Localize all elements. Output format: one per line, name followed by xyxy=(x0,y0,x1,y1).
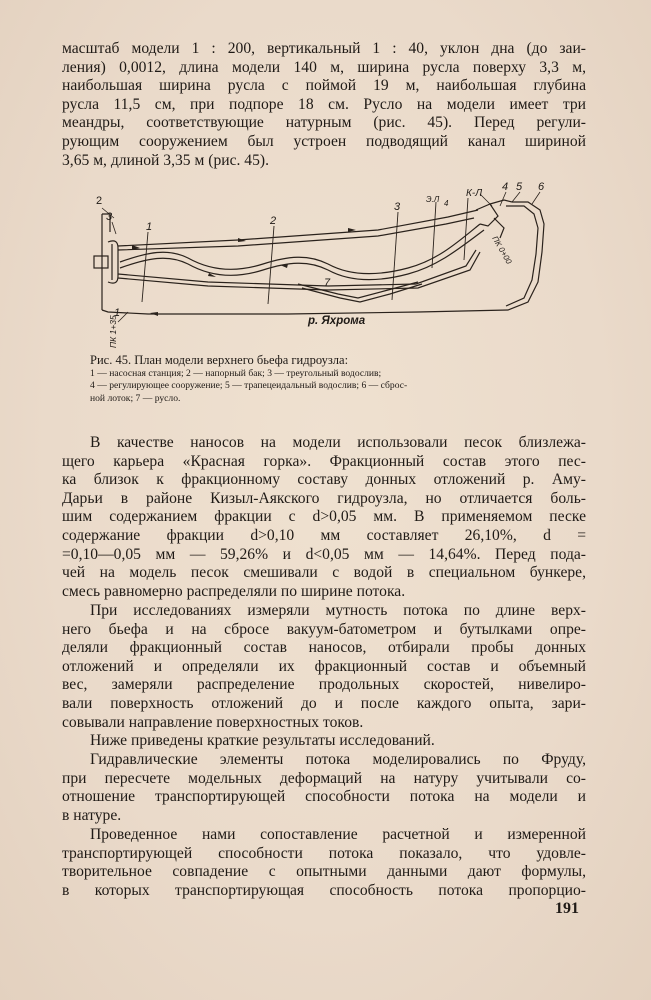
text-line: ления) 0,0012, длина модели 140 м, ширина русла поверху 3,3 м, xyxy=(62,58,586,76)
text-line: щего карьера «Красная горка». Фракционный состав этого пес- xyxy=(62,452,586,470)
label-2-mid: 2 xyxy=(270,215,277,227)
text-line: Гидравлические элементы потока моделировались по Фруду, xyxy=(90,751,586,768)
text-line: совывали направление поверхностных токов. xyxy=(62,713,364,731)
model-plan-drawing xyxy=(88,172,558,350)
regulating-structure xyxy=(476,204,498,226)
text-line: В качестве наносов на модели использовали песок близлежа- xyxy=(90,434,586,451)
text-line: наибольшая ширина русла с поймой 19 м, наибольшая глубина xyxy=(62,77,586,95)
page-number: 191 xyxy=(555,900,579,917)
label-3-left: 3 xyxy=(106,211,113,223)
text-line: отношение транспортирующей способности потока на модели и xyxy=(62,788,586,806)
label-7: 7 xyxy=(324,277,331,289)
label-6: 6 xyxy=(538,181,545,193)
text-line: содержание фракции d>0,10 мм составляет 26,10%, d = xyxy=(62,526,586,544)
label-4-small: 4 xyxy=(444,199,449,208)
caption-line: 4 — регулирующее сооружение; 5 — трапецеидальный водослив; 6 — сброс- xyxy=(90,380,408,391)
text-line: вес, замеряли распределение продольных скоростей, нивелиро- xyxy=(62,676,586,694)
meander-channel xyxy=(120,224,480,274)
river-label: р. Яхрома xyxy=(308,315,366,327)
text-line: вали поверхность отложений до и после каждого опыта, зари- xyxy=(62,694,586,712)
label-pk-right: ПК 0+00 xyxy=(490,234,514,266)
label-4: 4 xyxy=(502,181,509,193)
text-line: При исследованиях измеряли мутность потока по длине верх- xyxy=(90,602,586,619)
paragraph-2 xyxy=(62,434,586,601)
paragraph-3 xyxy=(62,602,586,732)
caption-line: ной лоток; 7 — русло. xyxy=(90,392,181,404)
text-line: при пересчете модельных деформаций на натуру учитывали со- xyxy=(62,769,586,787)
label-kl: К-Л xyxy=(466,188,483,199)
inlet-basin xyxy=(108,241,118,283)
label-1: 1 xyxy=(114,307,121,319)
label-1-section: 1 xyxy=(146,221,153,233)
label-3-mid: 3 xyxy=(394,201,401,213)
text-line: транспортирующей способности потока показало, что удовле- xyxy=(62,844,586,862)
text-line: шим содержанием фракции с d>0,05 мм. В применяемом песке xyxy=(62,508,586,526)
text-line: =0,10—0,05 мм — 59,26% и d<0,05 мм — 14,64%. Перед пода- xyxy=(62,545,586,563)
text-line: рующим сооружением был устроен подводящий канал шириной xyxy=(62,132,586,150)
text-line: деляли фракционный состав наносов, отбирали пробы донных xyxy=(62,639,586,657)
caption-line: 1 — насосная станция; 2 — напорный бак; 3 — треугольный водослив; xyxy=(90,367,382,379)
flow-arrows xyxy=(132,228,356,316)
text-line: ка близок к фракционному составу донных отложений р. Аму- xyxy=(62,471,586,489)
paragraph-1 xyxy=(62,40,586,170)
text-line: Ниже приведены краткие результаты исследований. xyxy=(90,732,435,749)
caption-title: Рис. 45. План модели верхнего бьефа гидроузла: xyxy=(90,353,349,367)
text-line: меандры, соответствующие натурным (рис. 45). Перед регули- xyxy=(62,114,586,132)
figure-caption xyxy=(90,354,556,405)
paragraph-5 xyxy=(62,751,586,825)
label-2-left: 2 xyxy=(96,195,103,207)
text-line: масштаб модели 1 : 200, вертикальный 1 : 40, уклон дна (до заи- xyxy=(62,40,586,57)
figure-45-model-plan xyxy=(88,172,558,350)
label-scale: Э.Л xyxy=(426,195,440,204)
text-line: него бьефа и на сбросе вакуум-батометром и бутылками опре- xyxy=(62,620,586,638)
text-line: отложений и определяли их фракционный состав и объемный xyxy=(62,657,586,675)
pump-station-box xyxy=(94,256,108,268)
text-line: смесь равномерно распределяли по ширине потока. xyxy=(62,582,406,600)
paragraph-6 xyxy=(62,826,586,900)
text-line: в натуре. xyxy=(62,806,122,824)
text-line: 3,65 м, длиной 3,35 м (рис. 45). xyxy=(62,151,269,169)
text-line: чей на модель песок смешивали с водой в специальном бункере, xyxy=(62,564,586,582)
label-5: 5 xyxy=(516,181,523,193)
text-line: Проведенное нами сопоставление расчетной и измеренной xyxy=(90,826,586,843)
text-line: Дарьи в районе Кизыл-Аякского гидроузла, но отличается боль- xyxy=(62,489,586,507)
label-pk-left: ПК 1+35 xyxy=(108,315,118,348)
paragraph-4 xyxy=(62,732,586,751)
text-line: творительное совпадение с опытными данными дают формулы, xyxy=(62,863,586,881)
text-line: в которых транспортирующая способность потока пропорцио- xyxy=(62,881,586,899)
text-line: русла 11,5 см, при подпоре 18 см. Русло на модели имеет три xyxy=(62,95,586,113)
